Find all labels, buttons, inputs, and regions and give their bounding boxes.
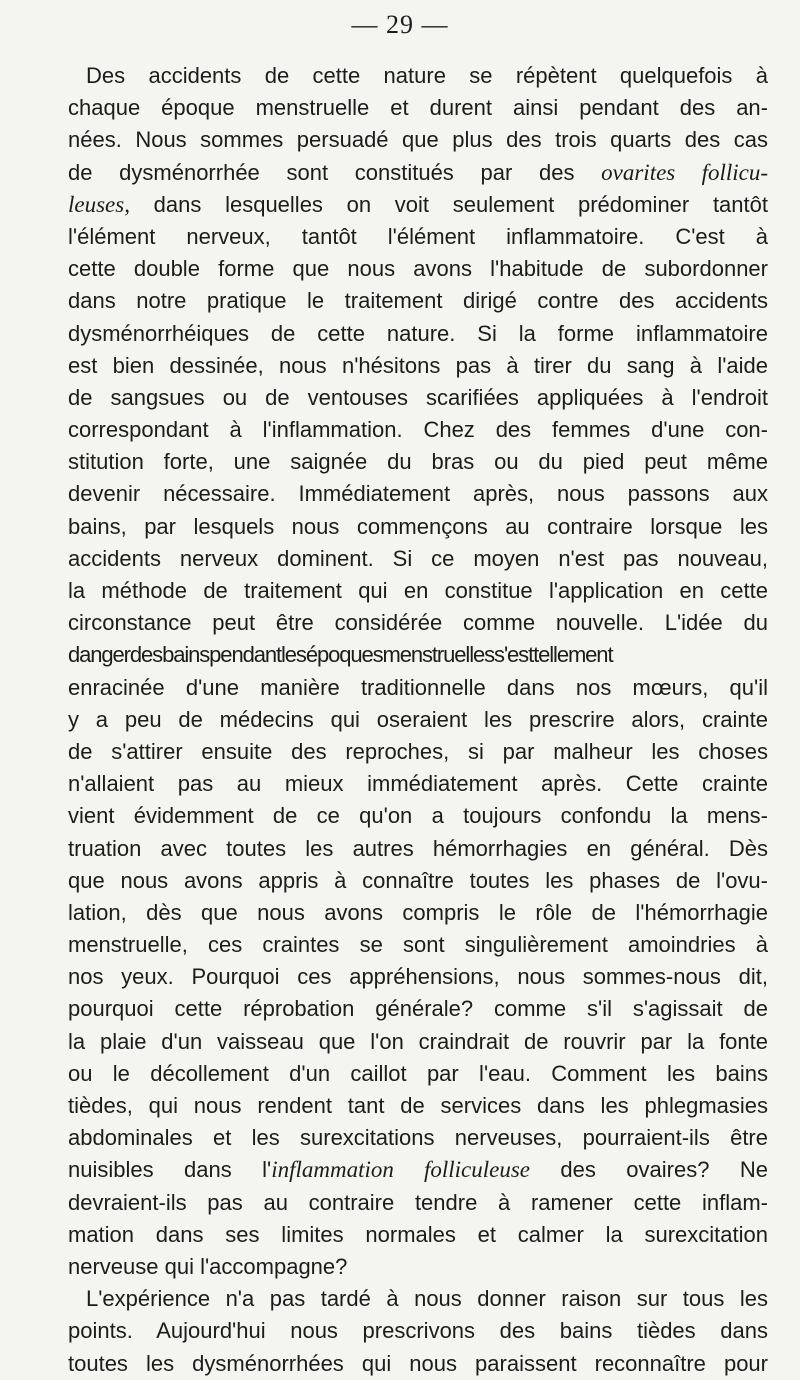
text-segment: de sangsues ou de ventouses scarifiées appliquées à l'endroit bbox=[68, 384, 768, 410]
text-segment: lation, dès que nous avons compris le rôle de l'hémorrhagie bbox=[68, 899, 768, 925]
text-line bbox=[68, 897, 768, 929]
text-line bbox=[68, 285, 768, 317]
text-segment: menstruelle, ces craintes se sont singulièrement amoindries à bbox=[68, 932, 768, 958]
text-line bbox=[68, 865, 768, 897]
text-line bbox=[68, 318, 768, 350]
text-line bbox=[68, 124, 768, 156]
text-line bbox=[68, 1283, 768, 1315]
text-segment: Des accidents de cette nature se répètent quelquefois à bbox=[86, 63, 768, 88]
text-line bbox=[68, 511, 768, 543]
text-line bbox=[68, 704, 768, 736]
text-segment: nerveuse qui l'accompagne? bbox=[68, 1253, 348, 1279]
text-line bbox=[68, 157, 768, 189]
text-segment: circonstance peut être considérée comme nouvelle. L'idée du bbox=[68, 610, 768, 636]
text-segment: tièdes, qui nous rendent tant de services dans les phlegmasies bbox=[68, 1093, 768, 1118]
text-line bbox=[68, 993, 768, 1025]
text-line bbox=[68, 1315, 768, 1347]
text-line bbox=[68, 478, 768, 510]
text-line bbox=[68, 672, 768, 704]
text-segment: vient évidemment de ce qu'on a toujours confondu la mens- bbox=[68, 803, 768, 829]
text-line bbox=[68, 414, 768, 446]
text-line bbox=[68, 1219, 768, 1251]
text-segment: dysménorrhéiques de cette nature. Si la forme inflammatoire bbox=[68, 320, 768, 346]
text-line bbox=[68, 639, 768, 671]
text-segment: ou le décollement d'un caillot par l'eau. Comment les bains bbox=[68, 1060, 768, 1086]
text-segment: devraient-ils pas au contraire tendre à ramener cette inflam- bbox=[68, 1189, 768, 1215]
text-segment: dangerdesbainspendantlesépoquesmenstruelless'esttellement bbox=[68, 642, 613, 668]
text-line bbox=[68, 1122, 768, 1154]
text-segment: la plaie d'un vaisseau que l'on craindrait de rouvrir par la fonte bbox=[68, 1028, 768, 1054]
italic-text: ovarites follicu- bbox=[601, 159, 768, 185]
text-segment: cette double forme que nous avons l'habitude de subordonner bbox=[68, 256, 768, 282]
text-segment: est bien dessinée, nous n'hésitons pas à tirer du sang à l'aide bbox=[68, 352, 768, 378]
text-segment: mation dans ses limites normales et calmer la surexcitation bbox=[68, 1221, 768, 1247]
text-line bbox=[68, 1251, 768, 1283]
text-segment: de dysménorrhée sont constitués par des bbox=[68, 159, 602, 185]
text-line bbox=[68, 961, 768, 993]
text-segment: enracinée d'une manière traditionnelle dans nos mœurs, qu'il bbox=[68, 674, 768, 700]
text-segment: de s'attirer ensuite des reproches, si par malheur les choses bbox=[68, 738, 768, 764]
text-line bbox=[68, 1026, 768, 1058]
text-line bbox=[68, 1154, 768, 1186]
text-line bbox=[68, 92, 768, 124]
text-line bbox=[68, 607, 768, 639]
text-line bbox=[68, 446, 768, 478]
italic-text: inflammation folliculeuse bbox=[271, 1157, 530, 1183]
italic-text: leuses, bbox=[68, 191, 130, 217]
text-line bbox=[68, 350, 768, 382]
text-segment: nos yeux. Pourquoi ces appréhensions, nous sommes-nous dit, bbox=[68, 964, 768, 990]
text-segment: l'élément nerveux, tantôt l'élément inflammatoire. C'est à bbox=[68, 223, 768, 249]
text-line bbox=[68, 253, 768, 285]
text-segment: pourquoi cette réprobation générale? comme s'il s'agissait de bbox=[68, 996, 768, 1022]
text-line bbox=[68, 929, 768, 961]
text-line bbox=[68, 1187, 768, 1219]
text-line bbox=[68, 1348, 768, 1380]
text-segment: truation avec toutes les autres hémorrhagies en général. Dès bbox=[68, 835, 768, 861]
text-segment: dans lesquelles on voit seulement prédominer tantôt bbox=[129, 191, 768, 217]
text-line bbox=[68, 768, 768, 800]
page-number: — 29 — bbox=[351, 10, 449, 39]
text-line bbox=[68, 221, 768, 253]
text-line bbox=[68, 60, 768, 92]
text-line bbox=[68, 736, 768, 768]
text-line bbox=[68, 1090, 768, 1122]
text-segment: la méthode de traitement qui en constitue l'application en cette bbox=[68, 578, 768, 603]
text-segment: stitution forte, une saignée du bras ou du pied peut même bbox=[68, 449, 768, 475]
text-line bbox=[68, 382, 768, 414]
text-segment: toutes les dysménorrhées qui nous paraissent reconnaître pour bbox=[68, 1350, 768, 1376]
body-text bbox=[68, 60, 768, 1380]
text-segment: accidents nerveux dominent. Si ce moyen n'est pas nouveau, bbox=[68, 545, 768, 571]
text-line bbox=[68, 543, 768, 575]
text-segment: abdominales et les surexcitations nerveuses, pourraient-ils être bbox=[68, 1125, 768, 1151]
text-line bbox=[68, 575, 768, 607]
text-segment: devenir nécessaire. Immédiatement après, nous passons aux bbox=[68, 481, 768, 507]
text-segment: n'allaient pas au mieux immédiatement après. Cette crainte bbox=[68, 771, 768, 797]
text-segment: points. Aujourd'hui nous prescrivons des bains tièdes dans bbox=[68, 1318, 768, 1344]
text-line bbox=[68, 800, 768, 832]
text-segment: y a peu de médecins qui oseraient les prescrire alors, crainte bbox=[68, 706, 768, 732]
text-line bbox=[68, 833, 768, 865]
text-segment: nées. Nous sommes persuadé que plus des trois quarts des cas bbox=[68, 127, 768, 153]
text-line bbox=[68, 1058, 768, 1090]
text-segment: dans notre pratique le traitement dirigé contre des accidents bbox=[68, 288, 768, 314]
text-segment: bains, par lesquels nous commençons au contraire lorsque les bbox=[68, 513, 768, 539]
text-segment: des ovaires? Ne bbox=[530, 1157, 768, 1183]
text-line bbox=[68, 189, 768, 221]
text-segment: correspondant à l'inflammation. Chez des femmes d'une con- bbox=[68, 417, 768, 443]
text-segment: nuisibles dans l' bbox=[68, 1157, 272, 1183]
text-segment: L'expérience n'a pas tardé à nous donner raison sur tous les bbox=[86, 1286, 768, 1312]
text-segment: que nous avons appris à connaître toutes les phases de l'ovu- bbox=[68, 867, 768, 893]
text-segment: chaque époque menstruelle et durent ainsi pendant des an- bbox=[68, 95, 768, 121]
